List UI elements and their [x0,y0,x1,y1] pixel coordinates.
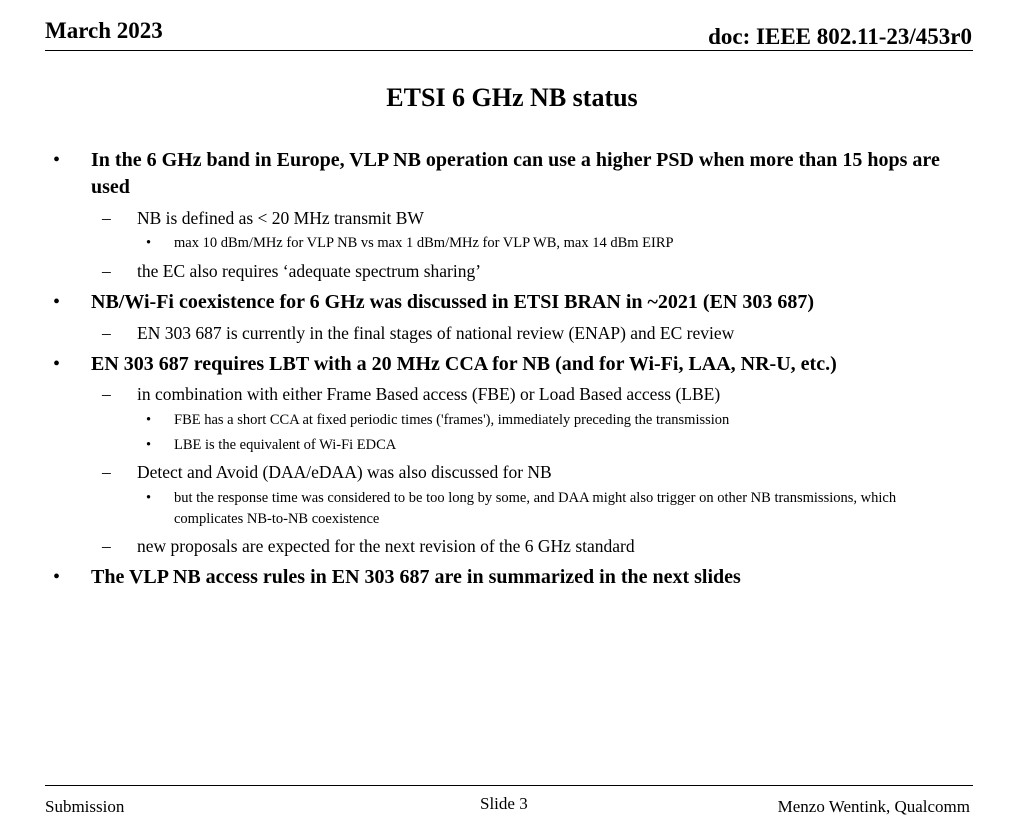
bullet-marker: • [146,235,152,251]
bullet-l2 [102,461,957,483]
bullet-text: LBE is the equivalent of Wi-Fi EDCA [174,437,397,453]
footer-divider [45,785,973,786]
bullet-text: new proposals are expected for the next revision of the 6 GHz standard [137,536,635,556]
bullet-l2 [102,535,957,557]
bullet-marker: • [146,412,152,428]
bullet-text: EN 303 687 requires LBT with a 20 MHz CCA for NB (and for Wi-Fi, LAA, NR-U, etc.) [91,353,837,375]
bullet-l1 [53,289,961,316]
bullet-text: but the response time was considered to be too long by some, and DAA might also trigger on other NB transmissions, which complicates NB-to-NB coexistence [174,490,897,527]
bullet-l1 [53,147,961,201]
bullet-marker: • [146,437,152,453]
bullet-l3 [146,410,934,431]
bullet-marker: – [102,384,111,404]
bullet-text: EN 303 687 is currently in the final stages of national review (ENAP) and EC review [137,323,735,343]
bullet-text: NB/Wi-Fi coexistence for 6 GHz was discussed in ETSI BRAN in ~2021 (EN 303 687) [91,291,815,313]
bullet-text: The VLP NB access rules in EN 303 687 are in summarized in the next slides [91,566,741,588]
bullet-text: NB is defined as < 20 MHz transmit BW [137,208,424,228]
bullet-marker: • [146,490,152,506]
bullet-marker: • [53,353,61,375]
bullet-text: max 10 dBm/MHz for VLP NB vs max 1 dBm/MHz for VLP WB, max 14 dBm EIRP [174,235,674,251]
bullet-l2 [102,383,957,405]
bullet-l1 [53,351,961,378]
bullet-text: Detect and Avoid (DAA/eDAA) was also discussed for NB [137,462,552,482]
bullet-text: in combination with either Frame Based access (FBE) or Load Based access (LBE) [137,384,721,404]
bullet-marker: – [102,323,111,343]
header-doc-id: doc: IEEE 802.11-23/453r0 [708,24,972,49]
bullet-l3 [146,488,904,530]
bullet-marker: – [102,208,111,228]
bullet-l1 [53,564,961,591]
bullet-text: In the 6 GHz band in Europe, VLP NB operation can use a higher PSD when more than 15 hops are used [91,149,940,198]
footer-author: Menzo Wentink, Qualcomm [777,797,970,816]
bullet-marker: • [53,291,61,313]
slide-title: ETSI 6 GHz NB status [386,83,638,112]
bullet-marker: – [102,536,111,556]
header-date: March 2023 [45,18,163,43]
bullet-text: FBE has a short CCA at fixed periodic times ('frames'), immediately preceding the transmission [174,412,730,428]
bullet-l2 [102,260,957,282]
footer-slide-number: Slide 3 [480,794,528,813]
footer-submission: Submission [45,797,125,816]
bullet-l2 [102,207,957,229]
header-divider [45,50,973,51]
bullet-l3 [146,233,934,254]
bullet-l2 [102,322,957,344]
bullet-marker: • [53,149,61,171]
bullet-text: the EC also requires ‘adequate spectrum sharing’ [137,261,482,281]
bullet-marker: • [53,566,61,588]
bullet-marker: – [102,462,111,482]
bullet-marker: – [102,261,111,281]
bullet-l3 [146,435,934,456]
